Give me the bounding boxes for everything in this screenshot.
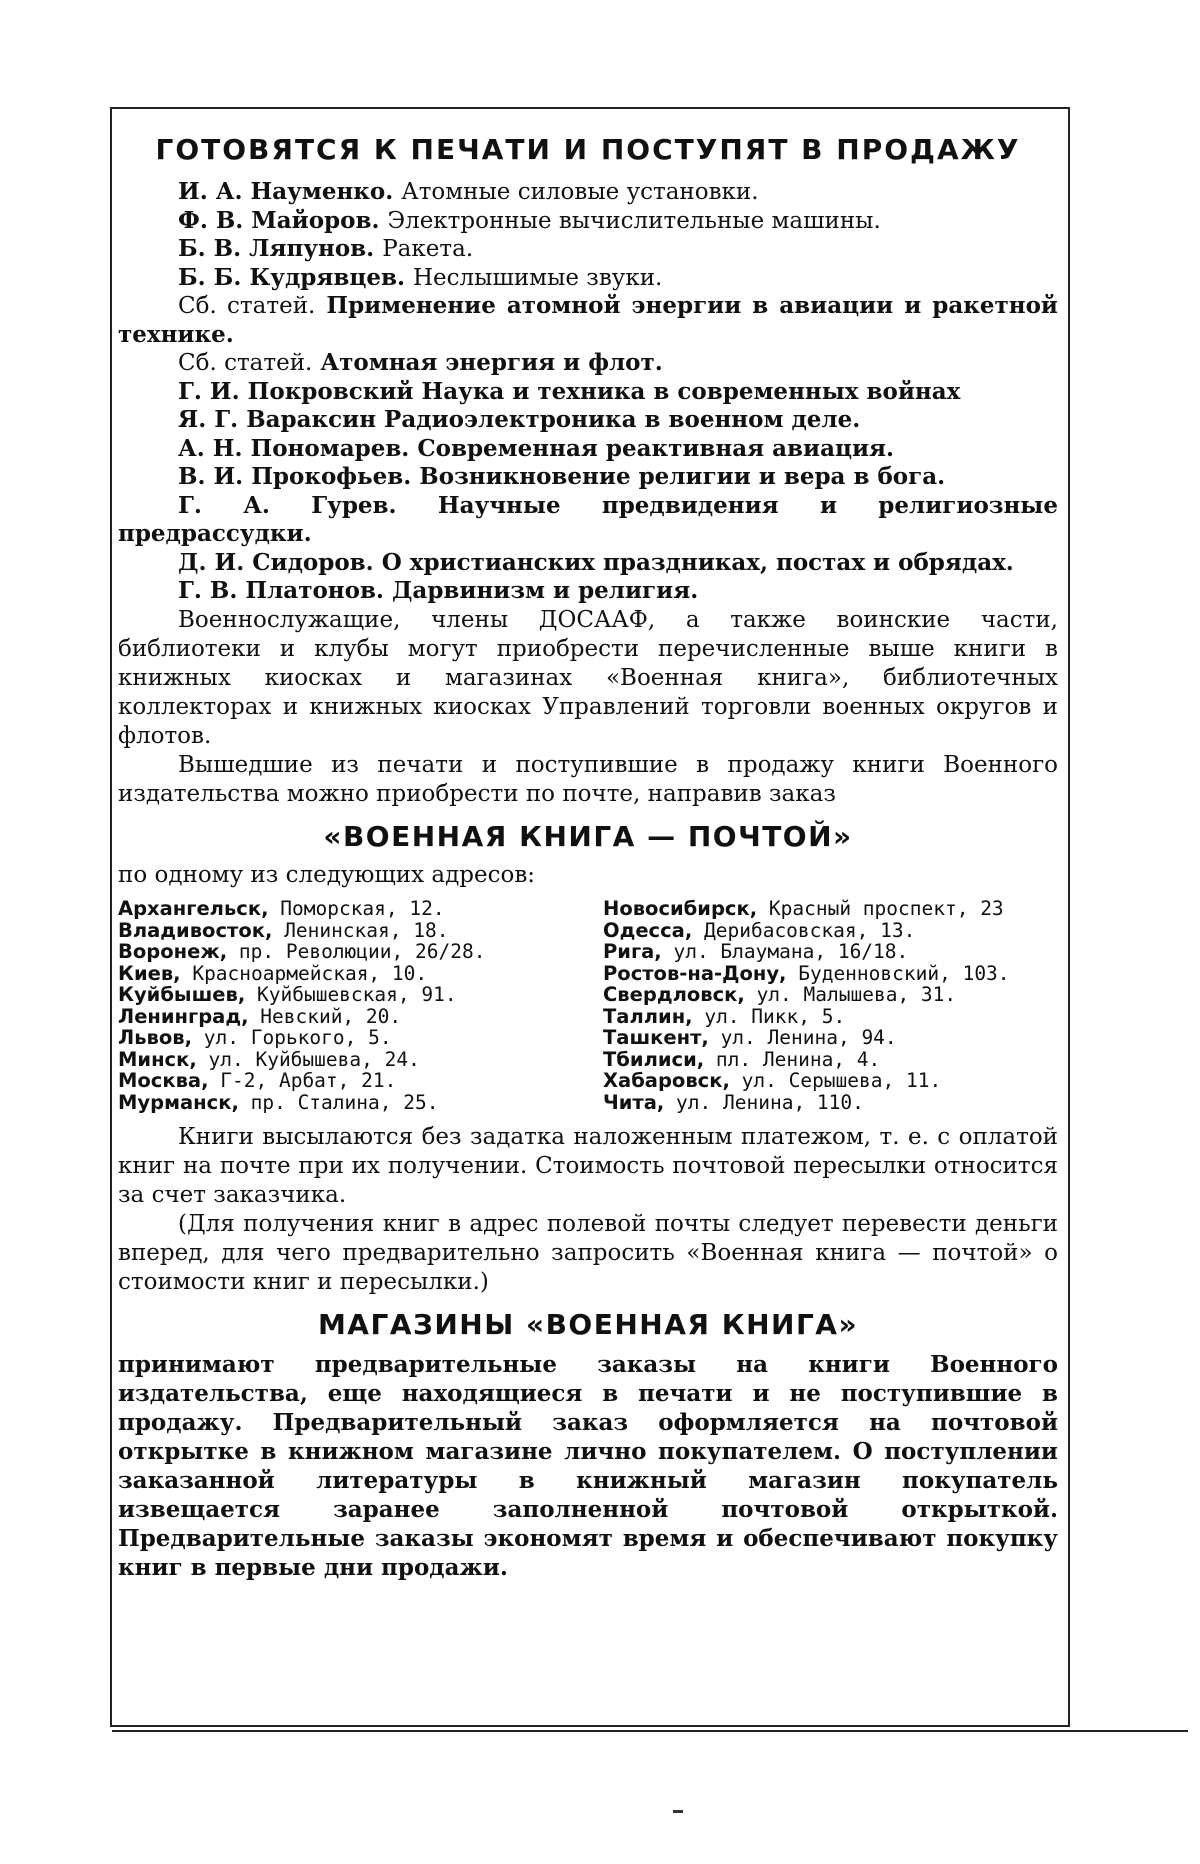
book-item: Б. Б. Кудрявцев. Неслышимые звуки. — [118, 264, 1058, 293]
address-item: Архангельск, Поморская, 12. — [118, 898, 573, 920]
book-item: Г. А. Гурев. Научные предвидения и религиозные предрассудки. — [118, 492, 1058, 549]
address-item: Новосибирск, Красный проспект, 23 — [603, 898, 1058, 920]
book-item: А. Н. Пономарев. Современная реактивная авиация. — [118, 435, 1058, 464]
document-body — [118, 120, 1058, 1582]
address-item: Куйбышев, Куйбышевская, 91. — [118, 984, 573, 1006]
address-item: Хабаровск, ул. Серышева, 11. — [603, 1070, 1058, 1092]
address-item: Минск, ул. Куйбышева, 24. — [118, 1049, 573, 1071]
book-item: Г. И. Покровский Наука и техника в современных войнах — [118, 378, 1058, 407]
address-list — [118, 898, 1058, 1113]
address-intro: по одному из следующих адресов: — [118, 861, 1058, 890]
address-item: Москва, Г-2, Арбат, 21. — [118, 1070, 573, 1092]
book-item: Сб. статей. Атомная энергия и флот. — [118, 349, 1058, 378]
address-column-right — [603, 898, 1058, 1113]
paragraph-field-post: (Для получения книг в адрес полевой почты следует перевести деньги вперед, для чего предварительно запросить «Военная книга — почтой» о стоимости книг и пересылки.) — [118, 1210, 1058, 1297]
address-item: Владивосток, Ленинская, 18. — [118, 920, 573, 942]
address-item: Воронеж, пр. Революции, 26/28. — [118, 941, 573, 963]
book-item: Сб. статей. Применение атомной энергии в авиации и ракетной технике. — [118, 292, 1058, 349]
book-list — [118, 178, 1058, 606]
address-item: Чита, ул. Ленина, 110. — [603, 1092, 1058, 1114]
book-item: Я. Г. Вараксин Радиоэлектроника в военном деле. — [118, 406, 1058, 435]
address-column-left — [118, 898, 573, 1113]
address-item: Ленинград, Невский, 20. — [118, 1006, 573, 1028]
address-item: Свердловск, ул. Малышева, 31. — [603, 984, 1058, 1006]
heading-shops: МАГАЗИНЫ «ВОЕННАЯ КНИГА» — [118, 1307, 1058, 1343]
address-item: Таллин, ул. Пикк, 5. — [603, 1006, 1058, 1028]
address-item: Одесса, Дерибасовская, 13. — [603, 920, 1058, 942]
paragraph-preorders: принимают предварительные заказы на книги Военного издательства, еще находящиеся в печати и не поступившие в продажу. Предварительный заказ оформляется на почтовой открытке в книжном магазине лично покупателем. О поступлении заказанной литературы в книжный магазин покупатель извещается заранее заполненной почтовой открыткой. Предварительные заказы экономят время и обеспечивают покупку книг в первые дни продажи. — [118, 1350, 1058, 1582]
address-item: Львов, ул. Горького, 5. — [118, 1027, 573, 1049]
address-item: Рига, ул. Блаумана, 16/18. — [603, 941, 1058, 963]
book-item: В. И. Прокофьев. Возникновение религии и вера в бога. — [118, 463, 1058, 492]
book-item: И. А. Науменко. Атомные силовые установки. — [118, 178, 1058, 207]
paragraph-payment: Книги высылаются без задатка наложенным платежом, т. е. с оплатой книг на почте при их получении. Стоимость почтовой пересылки относится за счет заказчика. — [118, 1123, 1058, 1210]
address-item: Мурманск, пр. Сталина, 25. — [118, 1092, 573, 1114]
paragraph-purchase-info: Военнослужащие, члены ДОСААФ, а также воинские части, библиотеки и клубы могут приобрести перечисленные выше книги в книжных киосках и магазинах «Военная книга», библиотечных коллекторах и книжных киосках Управлений торговли военных округов и флотов. — [118, 606, 1058, 751]
book-item: Б. В. Ляпунов. Ракета. — [118, 235, 1058, 264]
book-item: Ф. В. Майоров. Электронные вычислительные машины. — [118, 207, 1058, 236]
book-item: Г. В. Платонов. Дарвинизм и религия. — [118, 577, 1058, 606]
page-mark — [673, 1810, 683, 1813]
heading-mail-order: «ВОЕННАЯ КНИГА — ПОЧТОЙ» — [118, 819, 1058, 855]
address-item: Ростов-на-Дону, Буденновский, 103. — [603, 963, 1058, 985]
address-item: Киев, Красноармейская, 10. — [118, 963, 573, 985]
heading-forthcoming: ГОТОВЯТСЯ К ПЕЧАТИ И ПОСТУПЯТ В ПРОДАЖУ — [118, 132, 1058, 168]
address-item: Тбилиси, пл. Ленина, 4. — [603, 1049, 1058, 1071]
book-item: Д. И. Сидоров. О христианских праздниках, постах и обрядах. — [118, 549, 1058, 578]
address-item: Ташкент, ул. Ленина, 94. — [603, 1027, 1058, 1049]
paragraph-mail-order: Вышедшие из печати и поступившие в продажу книги Военного издательства можно приобрести по почте, направив заказ — [118, 751, 1058, 809]
